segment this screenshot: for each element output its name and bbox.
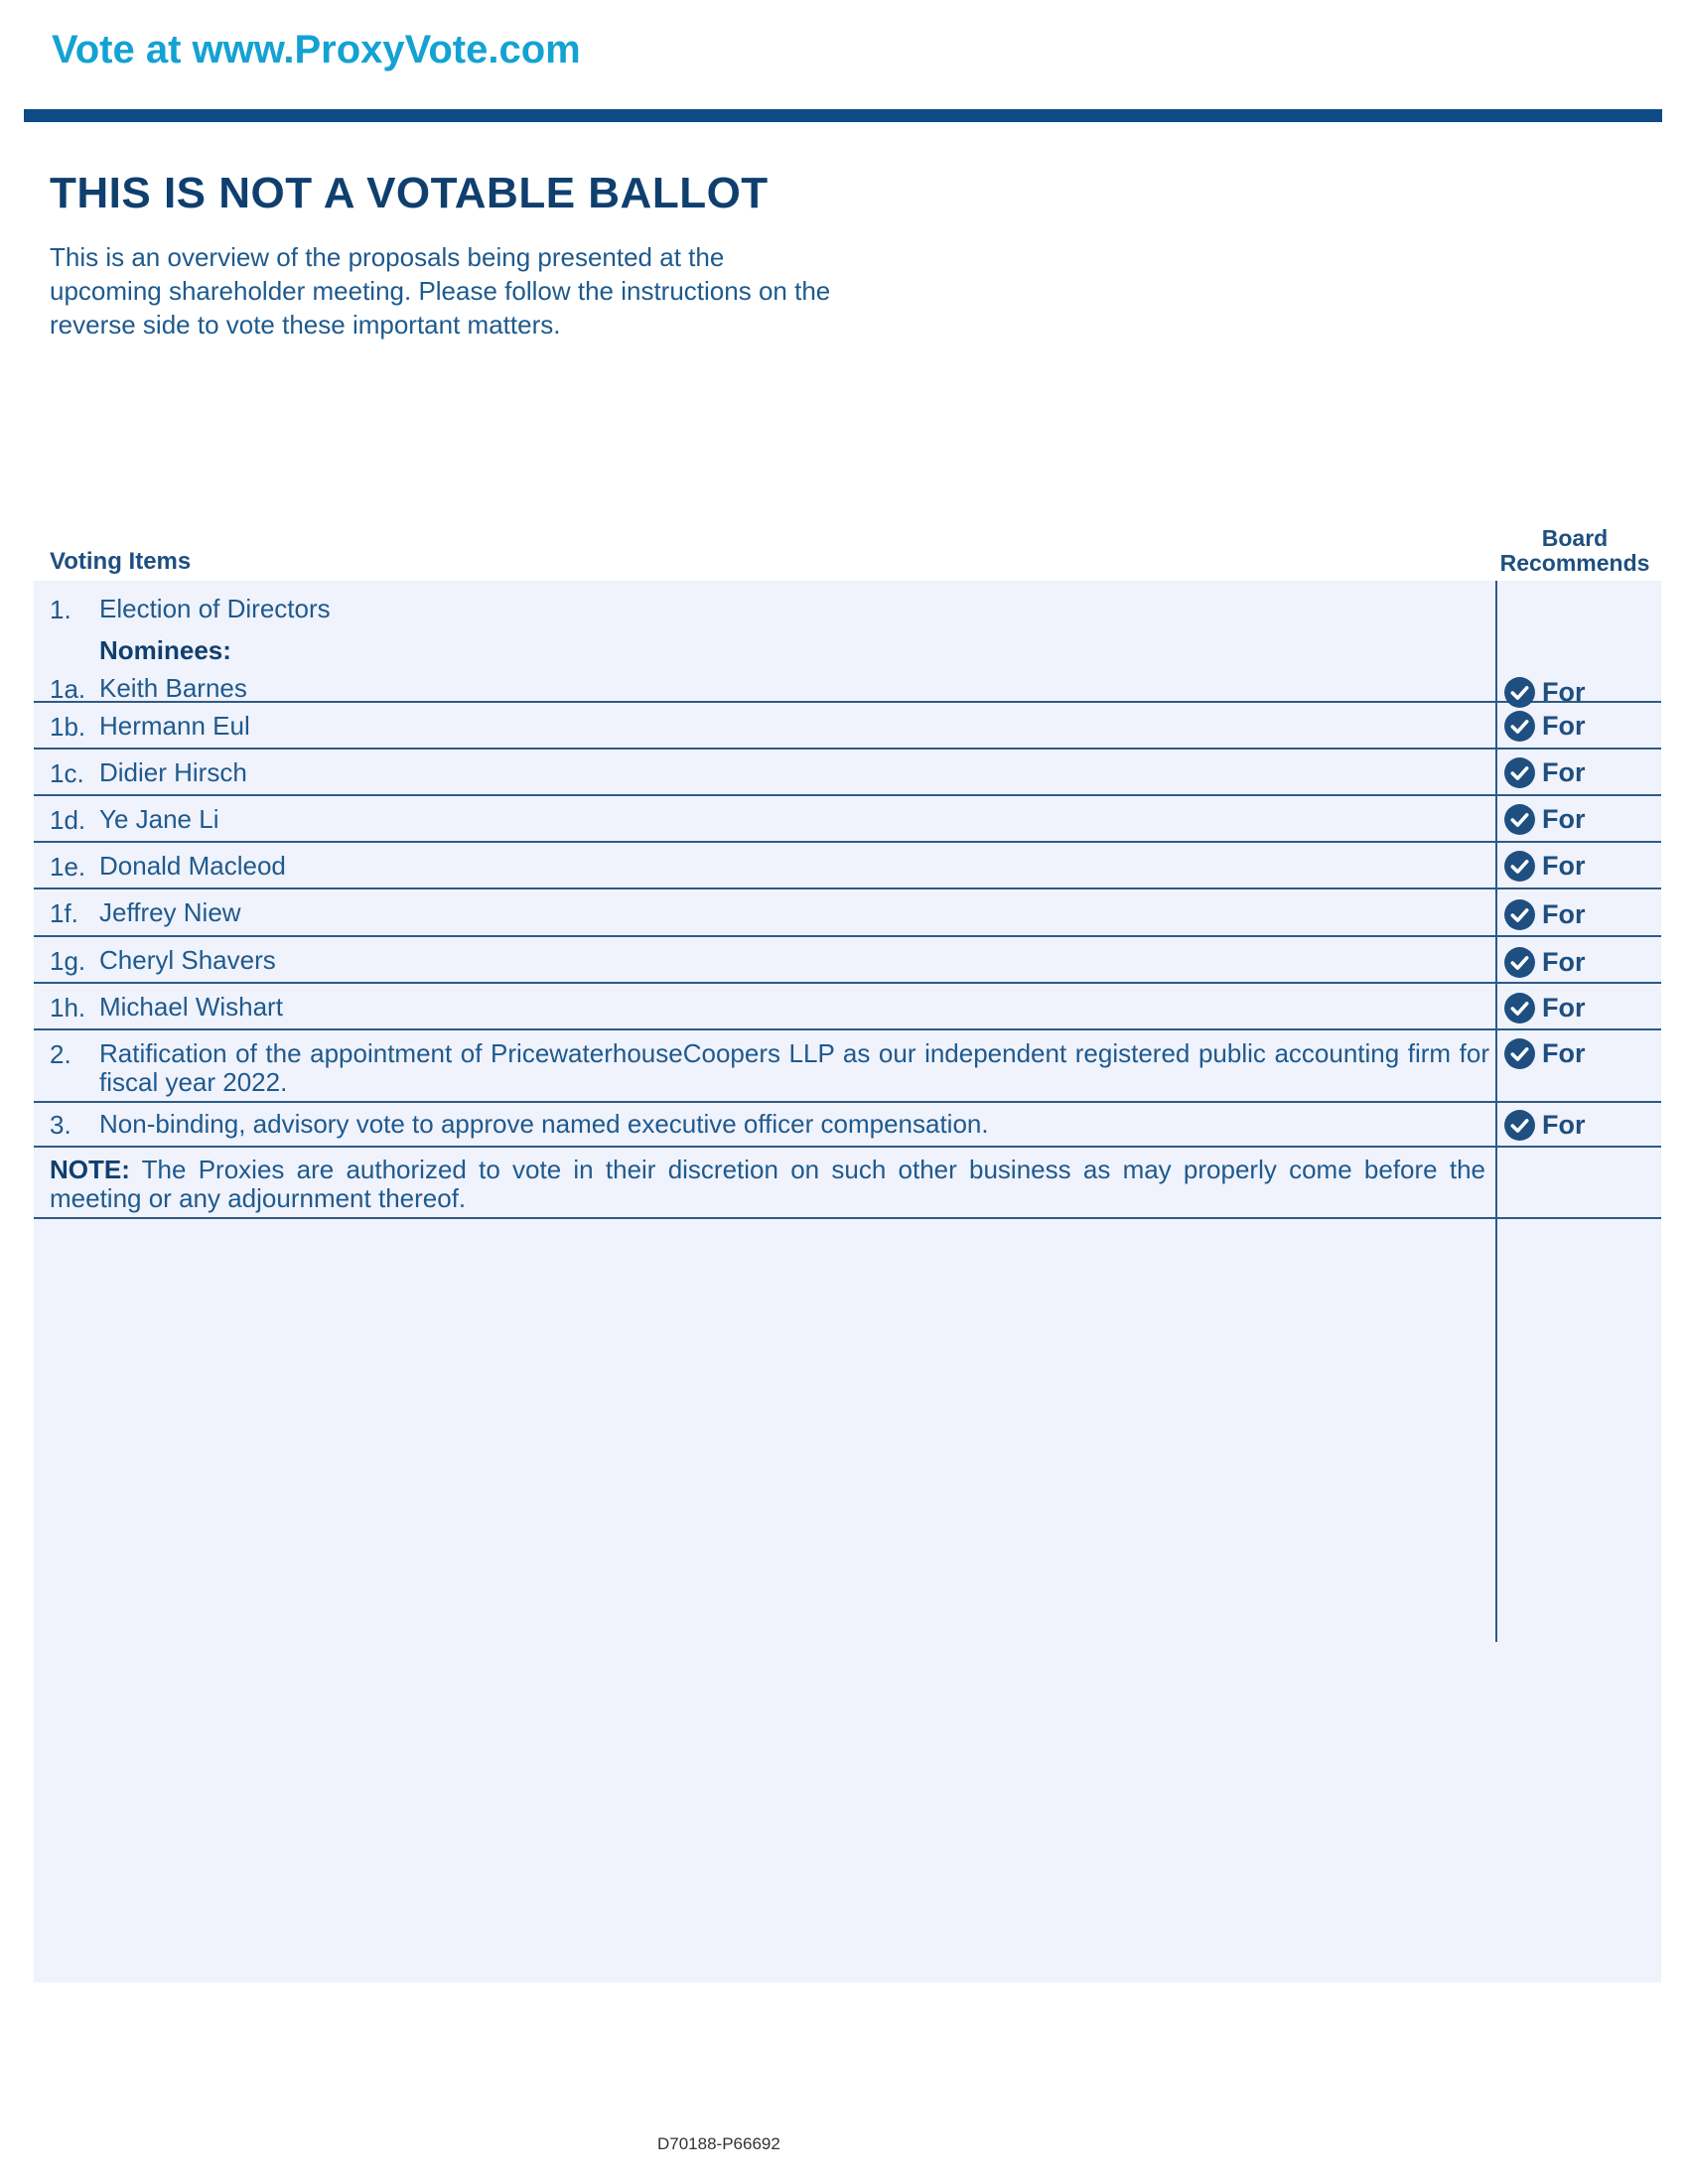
nominee-name: Hermann Eul [99,711,250,741]
recommendation-value: For [1542,804,1586,834]
board-recommendation [1503,803,1586,836]
check-circle-icon [1503,803,1536,836]
item-number: 1f. [50,898,78,928]
note-label: NOTE: [50,1155,130,1184]
nominee-name: Didier Hirsch [99,757,247,787]
item-label: Election of Directors [99,594,331,623]
table-row [34,796,1661,843]
item-number: 1d. [50,805,86,835]
recommendation-value: For [1542,899,1586,929]
voting-items-header: Voting Items [50,548,192,575]
item-number: 1c. [50,758,84,788]
board-recommendation [1503,756,1586,789]
check-circle-icon [1503,756,1536,789]
table-row [34,581,1661,707]
ballot-title: THIS IS NOT A VOTABLE BALLOT [50,169,769,217]
table-row [34,984,1661,1030]
table-row [34,1030,1661,1103]
nominee-name: Donald Macleod [99,851,286,881]
nominees-label: Nominees: [99,635,231,665]
note-text-block [50,1156,1485,1213]
check-circle-icon [1503,1109,1536,1142]
proposal-text: Non-binding, advisory vote to approve named executive officer compensation. [99,1109,989,1139]
vote-link[interactable]: Vote at www.ProxyVote.com [52,28,581,71]
item-number: 1e. [50,852,86,882]
recommendation-value: For [1542,757,1586,787]
recommendation-value: For [1542,947,1586,977]
table-row [34,703,1661,750]
table-row [34,1103,1661,1148]
recommendation-value: For [1542,851,1586,881]
check-circle-icon [1503,946,1536,979]
board-recommendation [1503,1109,1586,1142]
board-recommendation [1503,898,1586,931]
recommendation-value: For [1542,1110,1586,1140]
item-number: 1b. [50,712,86,742]
proposal-text: Ratification of the appointment of PricewaterhouseCoopers LLP as our independent registered public accounting firm for fiscal year 2022. [99,1038,1489,1097]
header-rule [24,109,1662,122]
check-circle-icon [1503,710,1536,743]
item-number: 1g. [50,946,86,976]
item-number: 1a. [50,674,86,704]
recommendation-value: For [1542,677,1586,707]
board-recommendation [1503,710,1586,743]
recommendation-value: For [1542,993,1586,1023]
nominee-name: Ye Jane Li [99,804,219,834]
board-recommendation [1503,946,1586,979]
note-text: The Proxies are authorized to vote in their discretion on such other business as may properly come before the meeting or any adjournment thereof. [50,1155,1486,1213]
check-circle-icon [1503,992,1536,1024]
nominee-name: Cheryl Shavers [99,945,276,975]
recommendation-value: For [1542,1038,1586,1068]
board-recommends-header: Board Recommends [1499,525,1650,576]
board-recommendation [1503,1037,1586,1070]
check-circle-icon [1503,1037,1536,1070]
board-recommendation [1503,850,1586,883]
nominee-name: Jeffrey Niew [99,897,241,927]
item-number: 1. [50,595,71,624]
note-row [34,1148,1661,1219]
item-number: 3. [50,1110,71,1140]
item-number: 2. [50,1039,71,1069]
intro-text: This is an overview of the proposals being presented at the upcoming shareholder meeting. Please follow the instructions on the reverse side to vote these important matters. [50,242,831,340]
document-code: D70188-P66692 [657,2134,780,2153]
nominee-name: Keith Barnes [99,673,247,703]
recommendation-value: For [1542,711,1586,741]
board-recommendation [1503,992,1586,1024]
table-row [34,750,1661,796]
table-row [34,843,1661,889]
table-row [34,937,1661,984]
item-number: 1h. [50,993,86,1023]
nominee-name: Michael Wishart [99,992,283,1022]
check-circle-icon [1503,850,1536,883]
check-circle-icon [1503,898,1536,931]
table-row [34,889,1661,937]
